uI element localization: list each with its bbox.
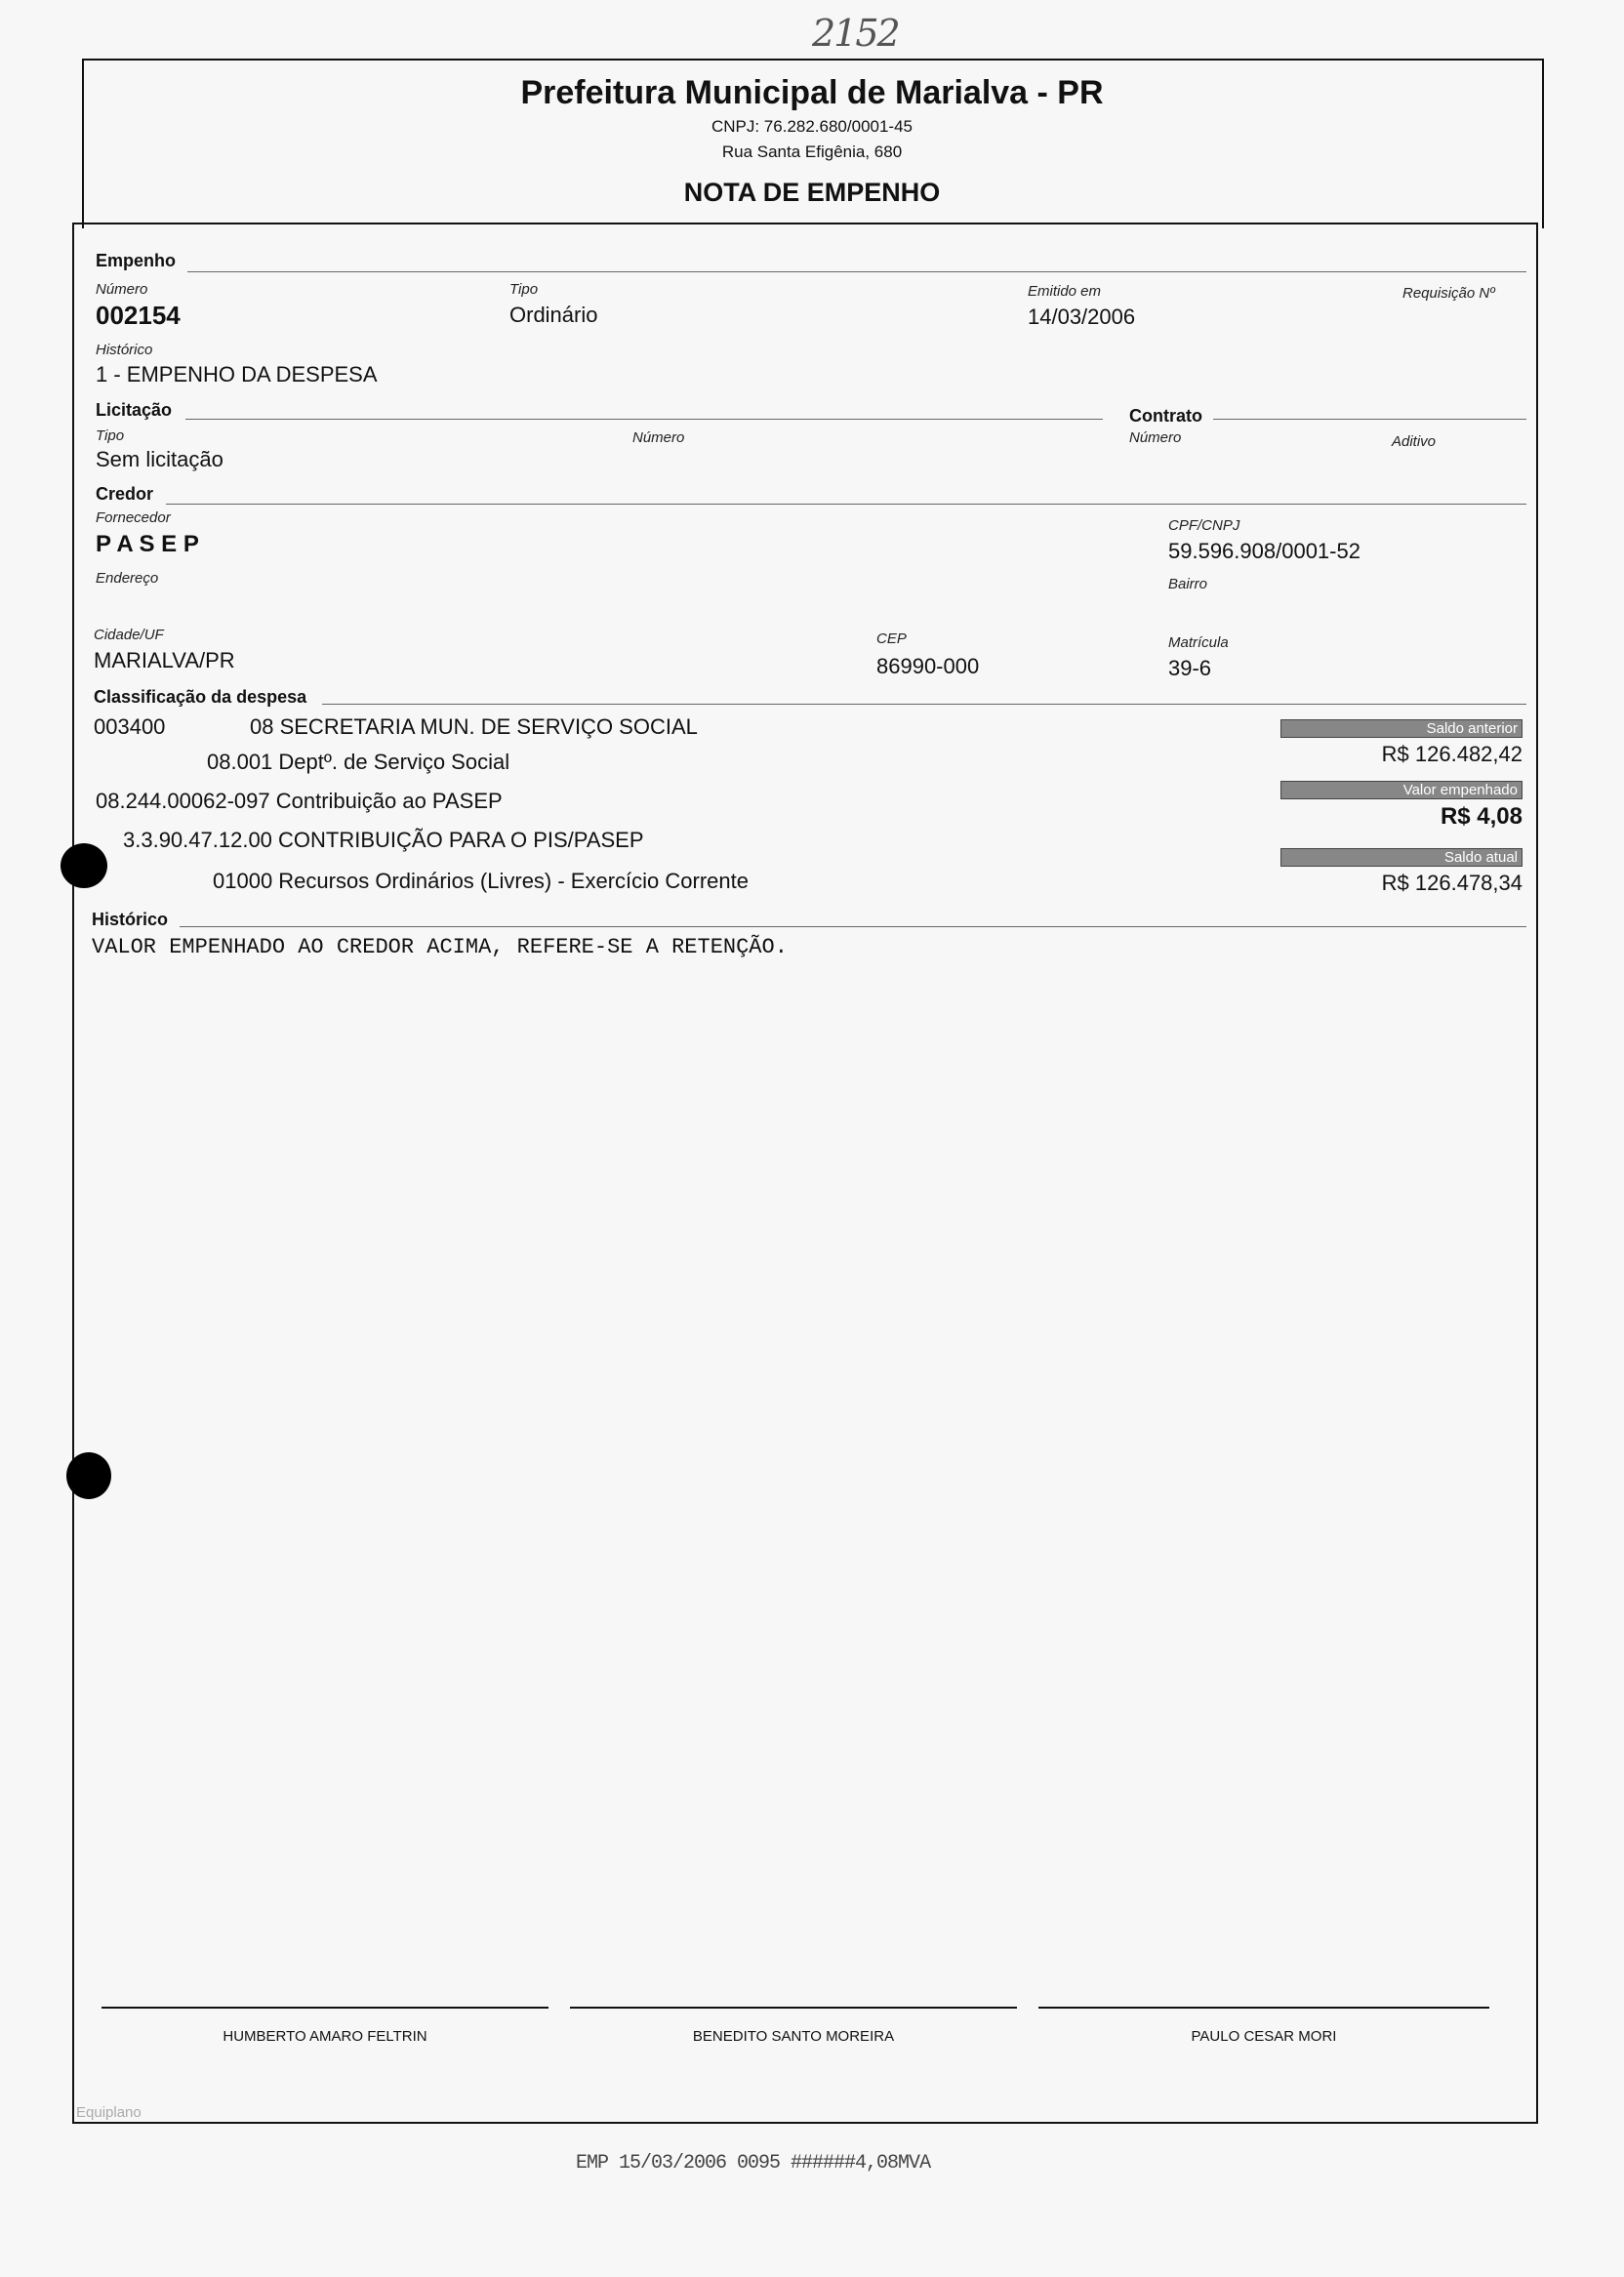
licitacao-tipo-label: Tipo <box>96 427 125 444</box>
handwritten-page-number: 2152 <box>812 12 899 55</box>
matricula-value: 39-6 <box>1168 656 1212 680</box>
signature-name: HUMBERTO AMARO FELTRIN <box>223 2028 427 2045</box>
cpf-value: 59.596.908/0001-52 <box>1168 539 1360 563</box>
classificacao-recurso: 01000 Recursos Ordinários (Livres) - Exercício Corrente <box>213 869 749 893</box>
historico-label: Histórico <box>96 342 153 358</box>
mechanical-stamp: EMP 15/03/2006 0095 ######4,08MVA <box>576 2152 931 2175</box>
signature-name: BENEDITO SANTO MOREIRA <box>692 2028 895 2045</box>
signature-name: PAULO CESAR MORI <box>1191 2028 1337 2045</box>
requisicao-label: Requisição Nº <box>1402 285 1495 302</box>
valor-empenhado-value: R$ 4,08 <box>1440 803 1522 830</box>
emitido-label: Emitido em <box>1028 283 1102 300</box>
tipo-label: Tipo <box>509 281 539 298</box>
signature-line <box>102 2007 548 2009</box>
software-brand: Equiplano <box>76 2104 142 2121</box>
fornecedor-label: Fornecedor <box>96 509 171 526</box>
classificacao-programa: 08.244.00062-097 Contribuição ao PASEP <box>96 789 503 813</box>
classificacao-secretaria: 08 SECRETARIA MUN. DE SERVIÇO SOCIAL <box>250 714 698 739</box>
section-contrato: Contrato <box>1129 406 1202 426</box>
classificacao-code: 003400 <box>94 714 166 739</box>
matricula-label: Matrícula <box>1168 634 1229 651</box>
section-credor: Credor <box>96 484 154 504</box>
empenho-tipo: Ordinário <box>509 303 598 327</box>
cep-value: 86990-000 <box>876 654 980 678</box>
empenho-historico: 1 - EMPENHO DA DESPESA <box>96 362 378 386</box>
signature-line <box>1038 2007 1489 2009</box>
section-divider <box>166 504 1526 505</box>
contrato-numero-label: Número <box>1129 429 1182 446</box>
saldo-anterior-value: R$ 126.482,42 <box>1381 742 1522 766</box>
page-title: Prefeitura Municipal de Marialva - PR <box>520 74 1104 111</box>
section-divider <box>322 704 1526 705</box>
punch-hole <box>61 843 107 888</box>
header-address: Rua Santa Efigênia, 680 <box>721 142 903 161</box>
licitacao-tipo: Sem licitação <box>96 447 223 471</box>
valor-empenhado-label: Valor empenhado <box>1280 781 1522 799</box>
saldo-atual-value: R$ 126.478,34 <box>1381 871 1522 895</box>
cep-label: CEP <box>876 630 907 647</box>
document-title: NOTA DE EMPENHO <box>683 178 941 207</box>
cidade-value: MARIALVA/PR <box>94 648 235 672</box>
empenho-number: 002154 <box>96 301 181 330</box>
cpf-label: CPF/CNPJ <box>1168 517 1240 534</box>
section-divider <box>180 926 1526 927</box>
classificacao-natureza: 3.3.90.47.12.00 CONTRIBUIÇÃO PARA O PIS/PASEP <box>123 828 644 852</box>
endereco-label: Endereço <box>96 570 159 587</box>
section-historico: Histórico <box>92 910 169 929</box>
numero-label: Número <box>96 281 148 298</box>
section-empenho: Empenho <box>96 251 177 270</box>
contrato-aditivo-label: Aditivo <box>1392 433 1437 450</box>
licitacao-numero-label: Número <box>632 429 685 446</box>
punch-hole <box>66 1452 111 1499</box>
header-cnpj: CNPJ: 76.282.680/0001-45 <box>710 117 914 136</box>
saldo-anterior-label: Saldo anterior <box>1280 719 1522 738</box>
signature-line <box>570 2007 1017 2009</box>
section-classificacao: Classificação da despesa <box>94 687 307 707</box>
section-divider <box>187 271 1526 272</box>
section-divider <box>1213 419 1526 420</box>
classificacao-dept: 08.001 Deptº. de Serviço Social <box>207 750 510 774</box>
section-divider <box>185 419 1103 420</box>
cidade-label: Cidade/UF <box>94 627 164 643</box>
section-licitacao: Licitação <box>96 400 173 420</box>
document-frame <box>72 223 1538 2124</box>
fornecedor-name: P A S E P <box>96 531 199 557</box>
empenho-date: 14/03/2006 <box>1028 305 1136 329</box>
historico-text: VALOR EMPENHADO AO CREDOR ACIMA, REFERE-SE A RETENÇÃO. <box>92 935 788 959</box>
bairro-label: Bairro <box>1168 576 1208 592</box>
saldo-atual-label: Saldo atual <box>1280 848 1522 867</box>
